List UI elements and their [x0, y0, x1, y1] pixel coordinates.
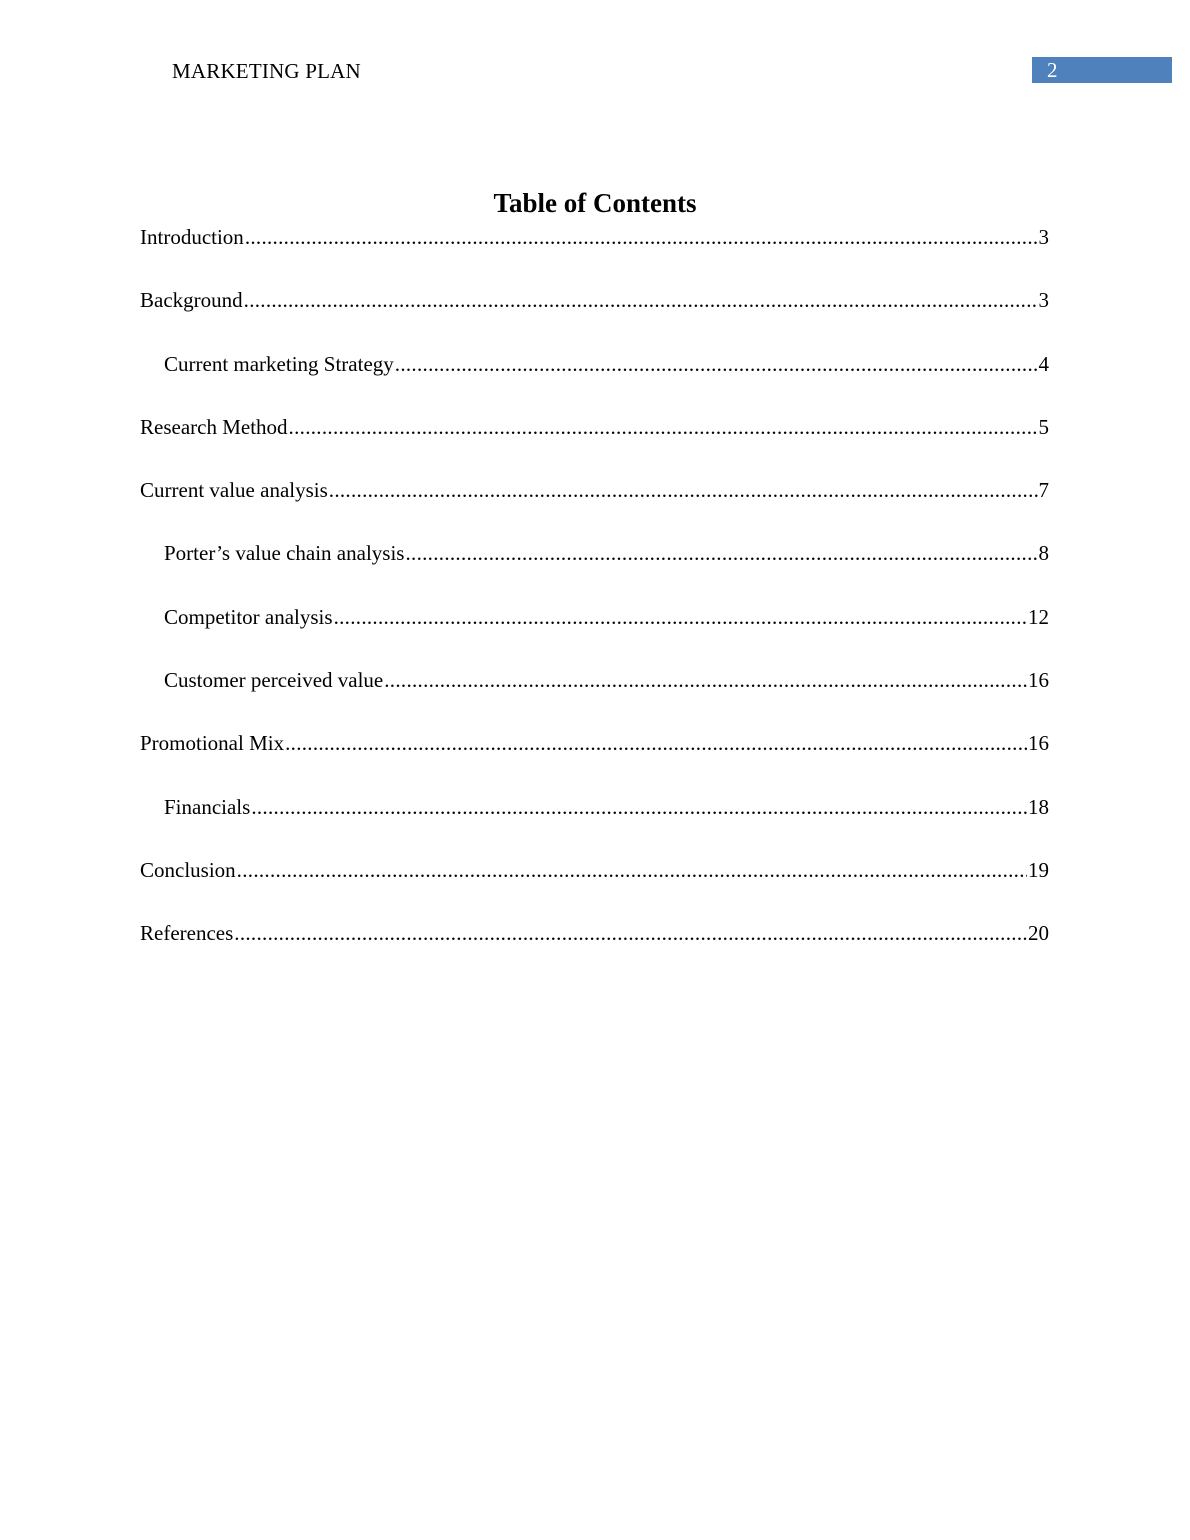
toc-entry-label: Research Method — [140, 414, 288, 439]
toc-dot-leader — [244, 286, 1038, 314]
toc-dot-leader — [395, 350, 1038, 378]
toc-dot-leader — [334, 603, 1027, 631]
toc-entry-current-marketing-strategy[interactable] — [140, 350, 1049, 413]
toc-dot-leader — [237, 856, 1027, 884]
toc-dot-leader — [289, 413, 1038, 441]
page-number-badge — [1032, 57, 1172, 83]
toc-entry-label: Conclusion — [140, 857, 236, 882]
toc-entry-page: 4 — [1038, 351, 1049, 376]
toc-entry-page: 5 — [1038, 414, 1049, 439]
toc-dot-leader — [384, 666, 1027, 694]
toc-entry-page: 12 — [1028, 604, 1049, 629]
toc-entry-promotional-mix[interactable] — [140, 729, 1049, 792]
toc-entry-customer-perceived-value[interactable] — [140, 666, 1049, 729]
toc-dot-leader — [245, 223, 1038, 251]
toc-entry-label: Current value analysis — [140, 478, 328, 503]
toc-entry-page: 16 — [1028, 731, 1049, 756]
toc-entry-label: Background — [140, 288, 243, 313]
toc-dot-leader — [329, 476, 1038, 504]
toc-entry-label: Competitor analysis — [164, 604, 333, 629]
toc-heading: Table of Contents — [493, 188, 697, 218]
toc-entry-label: References — [140, 921, 234, 946]
toc-entry-page: 20 — [1028, 921, 1049, 946]
toc-entry-page: 3 — [1038, 288, 1049, 313]
toc-entry-page: 7 — [1038, 478, 1049, 503]
toc-dot-leader — [405, 539, 1037, 567]
toc-entry-research-method[interactable] — [140, 413, 1049, 476]
toc-entry-label: Porter’s value chain analysis — [164, 541, 405, 566]
toc-entry-competitor-analysis[interactable] — [140, 603, 1049, 666]
toc-entry-label: Introduction — [140, 225, 244, 249]
toc-entry-page: 18 — [1028, 794, 1049, 819]
toc-entry-label: Current marketing Strategy — [164, 351, 394, 376]
page-number: 2 — [1047, 58, 1058, 82]
toc-entry-current-value-analysis[interactable] — [140, 476, 1049, 539]
toc-entry-label: Promotional Mix — [140, 731, 285, 756]
toc-entry-financials[interactable] — [140, 793, 1049, 856]
toc-entry-introduction[interactable] — [140, 223, 1049, 286]
toc-entry-conclusion[interactable] — [140, 856, 1049, 919]
toc-entry-background[interactable] — [140, 286, 1049, 349]
toc-dot-leader — [234, 919, 1027, 947]
toc-entry-page: 19 — [1028, 857, 1049, 882]
toc-entry-references[interactable] — [140, 919, 1049, 982]
toc-entry-page: 16 — [1028, 668, 1049, 693]
toc-list — [140, 223, 1049, 983]
toc-entry-label: Financials — [164, 794, 251, 819]
toc-dot-leader — [285, 729, 1027, 757]
toc-entry-porters-value-chain[interactable] — [140, 539, 1049, 602]
toc-entry-page: 3 — [1038, 225, 1049, 249]
running-header-title: MARKETING PLAN — [172, 59, 361, 83]
toc-entry-page: 8 — [1038, 541, 1049, 566]
toc-dot-leader — [251, 793, 1027, 821]
toc-entry-label: Customer perceived value — [164, 668, 384, 693]
